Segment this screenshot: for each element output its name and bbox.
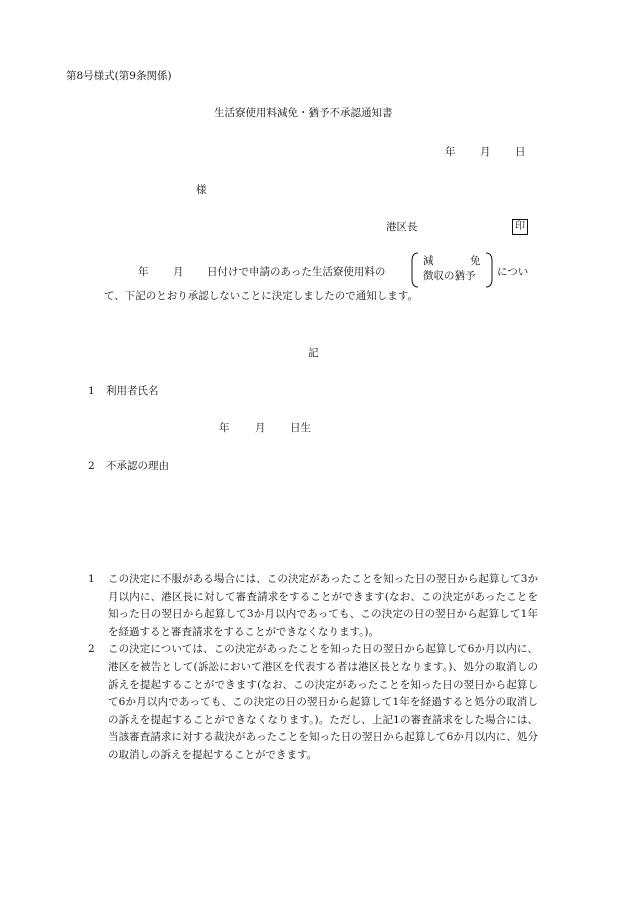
note-text: この決定については、この決定があったことを知った日の翌日から起算して6か月以内に、港区を被告として(訴訟において港区を代表する者は港区長となります。)、処分の取消しの訴えを提起することができます(なお、この決定があったことを知った日の翌日から起算して6か月以内であっても、この決定の日の翌日から起算して1年を経過すると処分の取消しの訴えを提起することができなくなります。)。ただし、上記1の審査請求をした場合には、当該審査請求に対する裁決があったことを知った日の翌日から起算して6か月以内に、処分の取消しの訴えを提起することができます。 [108,643,538,761]
item2-label: 不承認の理由 [106,460,169,472]
option-genmen-b: 免 [470,255,481,267]
note-text: この決定に不服がある場合には、この決定があったことを知った日の翌日から起算して3か月以内に、港区長に対して審査請求をすることができます(なお、この決定があったことを知った日の翌日から起算して3か月以内であっても、この決定の日の翌日から起算して1年を経過すると審査請求をすることができなくなります。)。 [108,573,538,638]
date-day: 日 [515,146,526,158]
date-year: 年 [445,146,456,158]
addressee-suffix: 様 [196,184,207,196]
birth-month: 月 [255,422,266,434]
note-number: 1 [88,573,95,585]
body-post-text: につい [497,266,529,278]
appeal-notes [88,571,538,765]
body-month: 月 [173,266,184,278]
date-month: 月 [480,146,491,158]
note-number: 2 [88,643,95,656]
body-line2: て、下記のとおり承認しないことに決定しましたので通知します。 [104,290,418,302]
document-title: 生活寮使用料減免・猶予不承認通知書 [214,107,393,119]
birth-year: 年 [219,422,230,434]
issuer: 港区長 [386,221,418,233]
note-item [88,641,538,764]
item1-number: 1 [88,385,95,397]
birth-day: 日生 [290,422,311,434]
item2-number: 2 [88,460,95,472]
item1-label: 利用者氏名 [106,385,159,397]
note-item [88,571,538,641]
option-genmen-a: 減 [423,255,434,267]
ki-heading: 記 [308,347,319,359]
option-yuyo: 徴収の猶予 [423,270,476,282]
body-pre-text: 日付けで申請のあった生活寮使用料の [207,266,386,278]
body-year: 年 [138,266,149,278]
form-number: 第8号様式(第9条関係) [66,70,172,82]
seal-mark: 印 [512,219,528,235]
